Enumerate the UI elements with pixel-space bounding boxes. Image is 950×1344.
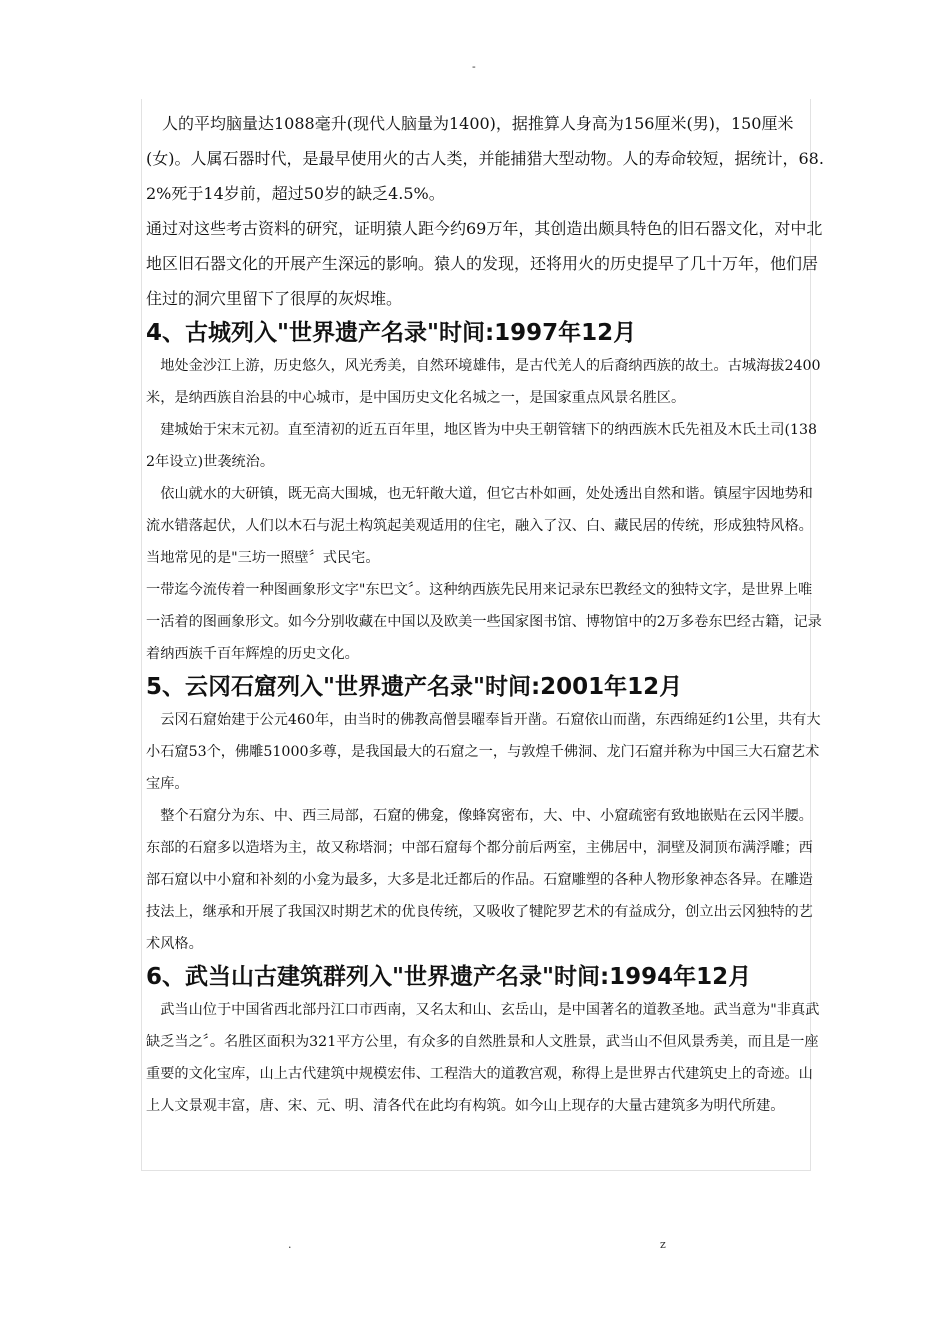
section-heading-wudang: 6、武当山古建筑群列入"世界遗产名录"时间:1994年12月 [146, 964, 752, 990]
section-heading-ancient-city: 4、古城列入"世界遗产名录"时间:1997年12月 [146, 320, 637, 346]
paragraph-city-location: 地处金沙江上游，历史悠久，风光秀美，自然环境雄伟，是古代羌人的后裔纳西族的故土。古城海拔2400米，是纳西族自治县的中心城市，是中国历史文化名城之一，是国家重点风景名胜区。 [146, 358, 821, 406]
header-mark: - [472, 60, 476, 73]
paragraph-wudang: 武当山位于中国省西北部丹江口市西南，又名太和山、玄岳山，是中国著名的道教圣地。武当意为"非真武缺乏当之〞。名胜区面积为321平方公里，有众多的自然胜景和人文胜景，武当山不但风景秀美，而且是一座重要的文化宝库，山上古代建筑中规模宏伟、工程浩大的道教宫观，称得上是世界古代建筑史上的奇迹。山上人文景观丰富，唐、宋、元、明、清各代在此均有构筑。如今山上现存的大量古建筑多为明代所建。 [146, 1002, 820, 1114]
footer-right-mark: z [660, 1238, 666, 1251]
paragraph-yungang-layout: 整个石窟分为东、中、西三局部，石窟的佛龛，像蜂窝密布，大、中、小窟疏密有致地嵌贴在云冈半腰。东部的石窟多以造塔为主，故又称塔洞；中部石窟每个都分前后两室，主佛居中，洞壁及洞顶布满浮雕；西部石窟以中小窟和补刻的小龛为最多，大多是北迁都后的作品。石窟雕塑的各种人物形象神态各异。在雕造技法上，继承和开展了我国汉时期艺术的优良传统，又吸收了犍陀罗艺术的有益成分，创立出云冈独特的艺术风格。 [146, 808, 813, 952]
paragraph-brain-volume: 人的平均脑量达1088毫升(现代人脑量为1400)，据推算人身高为156厘米(男)，150厘米(女)。人属石器时代，是最早使用火的古人类，并能捕猎大型动物。人的寿命较短，据统计，68.2%死于14岁前，超过50岁的缺乏4.5%。 [146, 114, 824, 203]
footer-left-mark: . [288, 1238, 292, 1251]
paragraph-yungang-origin: 云冈石窟始建于公元460年，由当时的佛教高僧昙曜奉旨开凿。石窟依山而凿，东西绵延约1公里，共有大小石窟53个，佛雕51000多尊，是我国最大的石窟之一，与敦煌千佛洞、龙门石窟并称为中国三大石窟艺术宝库。 [146, 712, 821, 792]
paragraph-dongba-script: 一带迄今流传着一种图画象形文字"东巴文〞。这种纳西族先民用来记录东巴教经文的独特文字，是世界上唯一活着的图画象形文。如今分别收藏在中国以及欧美一些国家图书馆、博物馆中的2万多卷东巴经古籍，记录着纳西族千百年辉煌的历史文化。 [146, 582, 822, 662]
section-heading-yungang: 5、云冈石窟列入"世界遗产名录"时间:2001年12月 [146, 674, 683, 700]
document-body [146, 106, 826, 1122]
paragraph-city-founding: 建城始于宋末元初。直至清初的近五百年里，地区皆为中央王朝管辖下的纳西族木氏先祖及木氏土司(1382年设立)世袭统治。 [146, 422, 818, 470]
paragraph-dayan-town: 依山就水的大研镇，既无高大围城，也无轩敞大道，但它古朴如画，处处透出自然和谐。镇屋宇因地势和流水错落起伏，人们以木石与泥土构筑起美观适用的住宅，融入了汉、白、藏民居的传统，形成独特风格。当地常见的是"三坊一照壁〞式民宅。 [146, 486, 813, 566]
paragraph-research-conclusion: 通过对这些考古资料的研究，证明猿人距今约69万年，其创造出颇具特色的旧石器文化，对中北地区旧石器文化的开展产生深远的影响。猿人的发现，还将用火的历史提早了几十万年，他们居住过的洞穴里留下了很厚的灰烬堆。 [146, 219, 823, 308]
